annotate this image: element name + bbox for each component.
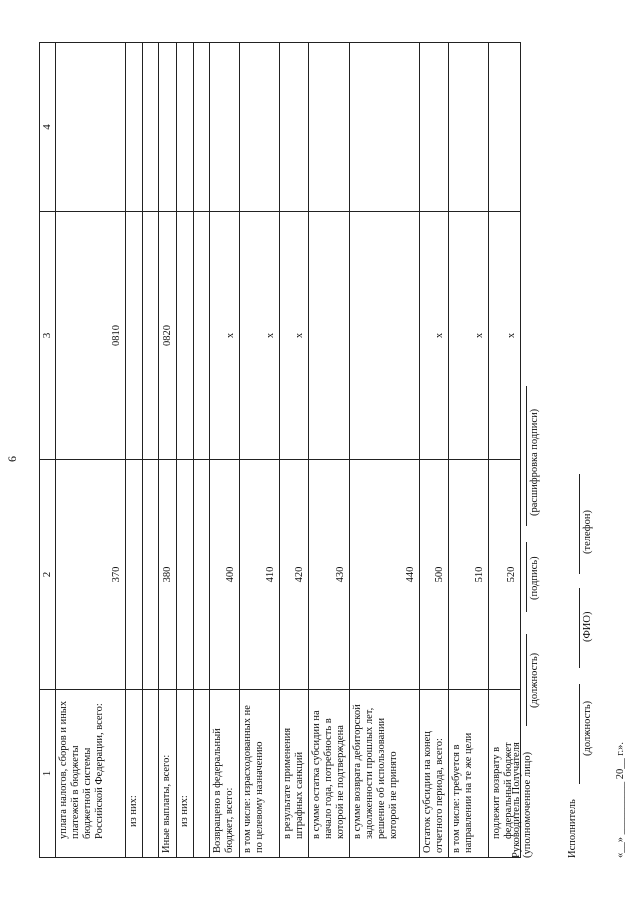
row-line-code-cell: 430 [308, 460, 349, 690]
row-line-code-cell [193, 460, 209, 690]
executor-label: Исполнитель [567, 799, 578, 858]
table-row [449, 43, 489, 858]
row-line-code-cell [125, 460, 142, 690]
row-label-cell: в сумме остатка субсидии на начало года, потребность в которой не подтверждена [308, 690, 349, 858]
row-value-cell [489, 43, 521, 212]
table-row [209, 43, 239, 858]
row-label-cell: в результате применения штрафных санкций [279, 690, 308, 858]
row-label-cell: из них: [176, 690, 193, 858]
table-header-row [40, 43, 56, 858]
row-label-cell: Иные выплаты, всего: [158, 690, 176, 858]
row-value-cell [158, 43, 176, 212]
fio-caption: (ФИО) [582, 611, 593, 642]
signature-line [526, 542, 527, 612]
table-row [308, 43, 349, 858]
fio-line [579, 588, 580, 668]
row-code-cell: x [449, 212, 489, 460]
row-code-cell [350, 212, 420, 460]
row-line-code-cell: 420 [279, 460, 308, 690]
row-line-code-cell: 510 [449, 460, 489, 690]
row-value-cell [55, 43, 125, 212]
header-cell: 3 [40, 212, 56, 460]
row-value-cell [209, 43, 239, 212]
executor-position-caption: (должность) [582, 700, 593, 756]
header-cell: 4 [40, 43, 56, 212]
row-code-cell [125, 212, 142, 460]
row-code-cell: 0820 [158, 212, 176, 460]
table-row [239, 43, 279, 858]
row-value-cell [239, 43, 279, 212]
row-line-code-cell: 400 [209, 460, 239, 690]
position-caption: (должность) [529, 652, 540, 708]
table-row [158, 43, 176, 858]
table-row [193, 43, 209, 858]
date-line: «__» __________ 20__ г.». [615, 742, 626, 858]
row-line-code-cell [142, 460, 158, 690]
row-value-cell [308, 43, 349, 212]
row-line-code-cell: 440 [350, 460, 420, 690]
row-line-code-cell: 380 [158, 460, 176, 690]
row-label-cell: подлежит возврату в федеральный бюджет [489, 690, 521, 858]
row-label-cell: Остаток субсидии на конец отчетного периода, всего: [420, 690, 449, 858]
table-row [279, 43, 308, 858]
row-code-cell: x [239, 212, 279, 460]
row-code-cell [308, 212, 349, 460]
row-code-cell: x [420, 212, 449, 460]
row-label-cell: из них: [125, 690, 142, 858]
table-row [176, 43, 193, 858]
row-code-cell [176, 212, 193, 460]
table-row [350, 43, 420, 858]
decoding-caption: (расшифровка подписи) [529, 408, 540, 516]
signature-caption: (подпись) [529, 556, 540, 600]
table-row [125, 43, 142, 858]
row-line-code-cell: 370 [55, 460, 125, 690]
row-label-cell [142, 690, 158, 858]
row-value-cell [420, 43, 449, 212]
position-line [526, 634, 527, 726]
row-label-cell: в том числе: требуется в направлении на те же цели [449, 690, 489, 858]
row-label-cell [193, 690, 209, 858]
row-line-code-cell: 520 [489, 460, 521, 690]
phone-line [579, 474, 580, 574]
row-label-cell: в сумме возврата дебиторской задолженности прошлых лет, решение об использовании которой не принято [350, 690, 420, 858]
row-value-cell [142, 43, 158, 212]
row-label-cell: Возвращено в федеральный бюджет, всего: [209, 690, 239, 858]
row-code-cell: x [489, 212, 521, 460]
row-line-code-cell: 500 [420, 460, 449, 690]
decoding-line [526, 386, 527, 526]
header-cell: 2 [40, 460, 56, 690]
row-value-cell [449, 43, 489, 212]
row-code-cell [142, 212, 158, 460]
table-row [489, 43, 521, 858]
table-row [142, 43, 158, 858]
row-line-code-cell: 410 [239, 460, 279, 690]
row-label-cell: в том числе: израсходованных не по целевому назначению [239, 690, 279, 858]
row-value-cell [279, 43, 308, 212]
head-label: Руководитель Получателя (уполномоченное лицо) [511, 742, 533, 858]
table-row [420, 43, 449, 858]
row-value-cell [176, 43, 193, 212]
row-code-cell: x [279, 212, 308, 460]
row-code-cell: x [209, 212, 239, 460]
row-line-code-cell [176, 460, 193, 690]
subsidy-report-table [39, 42, 521, 858]
header-cell: 1 [40, 690, 56, 858]
row-value-cell [193, 43, 209, 212]
executor-position-line [579, 684, 580, 784]
row-code-cell: 0810 [55, 212, 125, 460]
page-number: 6 [5, 456, 19, 462]
row-value-cell [125, 43, 142, 212]
table-row [55, 43, 125, 858]
row-code-cell [193, 212, 209, 460]
row-value-cell [350, 43, 420, 212]
phone-caption: (телефон) [582, 510, 593, 554]
row-label-cell: уплата налогов, сборов и иных платежей в бюджеты бюджетной системы Российской Федерации, всего: [55, 690, 125, 858]
